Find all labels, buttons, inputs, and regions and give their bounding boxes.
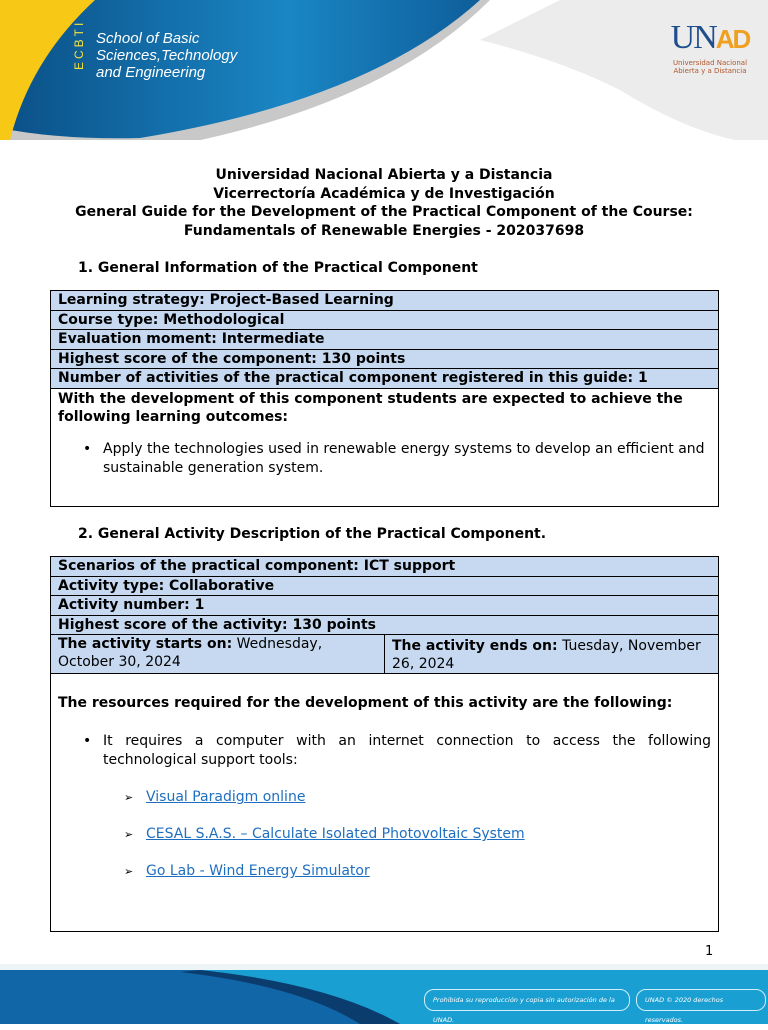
start-label: The activity starts on: bbox=[58, 636, 233, 652]
ecbti-label: ECBTI bbox=[72, 19, 86, 70]
start-date: Wednesday, October 30, 2024 bbox=[58, 636, 323, 670]
logo-sub: Abierta y a Distancia bbox=[673, 67, 747, 75]
page-number: 1 bbox=[705, 944, 714, 959]
table-row: Learning strategy: Project-Based Learning bbox=[51, 291, 719, 311]
outcomes-title: With the development of this component students are expected to achieve the following learning outcomes: bbox=[58, 390, 683, 425]
table-row: Activity type: Collaborative bbox=[51, 576, 719, 596]
document-title bbox=[0, 166, 768, 240]
school-line: and Engineering bbox=[96, 64, 206, 81]
title-line: Fundamentals of Renewable Energies - 202037698 bbox=[183, 222, 585, 239]
title-line: General Guide for the Development of the Practical Component of the Course: bbox=[75, 204, 693, 220]
activity-start bbox=[51, 635, 385, 674]
school-line: School of Basic bbox=[96, 30, 200, 47]
title-line: Vicerrectoría Académica y de Investigación bbox=[213, 185, 555, 202]
table-row: Number of activities of the practical component registered in this guide: 1 bbox=[51, 369, 719, 389]
end-date: Tuesday, November 26, 2024 bbox=[392, 638, 701, 672]
footer-notice: Prohibida su reproducción y copia sin autorización de la UNAD. bbox=[424, 989, 630, 1011]
school-name bbox=[96, 30, 237, 81]
link-go-lab[interactable]: Go Lab - Wind Energy Simulator bbox=[146, 863, 370, 879]
logo-sub: Universidad Nacional bbox=[672, 59, 748, 67]
outcome-item: • Apply the technologies used in renewable energy systems to develop an efficient and sustainable generation system. bbox=[103, 440, 711, 478]
section-1-heading: 1. General Information of the Practical Component bbox=[78, 260, 478, 276]
table-row: Course type: Methodological bbox=[51, 310, 719, 330]
section-2-heading: 2. General Activity Description of the Practical Component. bbox=[78, 526, 547, 542]
link-cesal[interactable]: CESAL S.A.S. – Calculate Isolated Photovoltaic System bbox=[146, 826, 525, 842]
table-row: Activity number: 1 bbox=[51, 596, 719, 616]
resources-item: • It requires a computer with an internet connection to access the following technological support tools: bbox=[103, 732, 711, 770]
end-label: The activity ends on: bbox=[392, 638, 558, 654]
table-row: Scenarios of the practical component: ICT support bbox=[51, 557, 719, 577]
table-row: Highest score of the component: 130 points bbox=[51, 349, 719, 369]
activity-end bbox=[385, 635, 719, 674]
table-row: Evaluation moment: Intermediate bbox=[51, 330, 719, 350]
table-row: Highest score of the activity: 130 points bbox=[51, 615, 719, 635]
unad-logo: UNAD Universidad Nacional Abierta y a Distancia bbox=[660, 18, 760, 75]
general-info-table bbox=[50, 290, 719, 507]
title-line: Universidad Nacional Abierta y a Distancia bbox=[215, 167, 553, 183]
activity-table bbox=[50, 556, 719, 932]
resources-title: The resources required for the development of this activity are the following: bbox=[58, 695, 673, 711]
footer-copyright: UNAD © 2020 derechos reservados. bbox=[636, 989, 766, 1011]
school-line: Sciences,Technology bbox=[96, 47, 238, 64]
link-visual-paradigm[interactable]: Visual Paradigm online bbox=[146, 789, 306, 805]
